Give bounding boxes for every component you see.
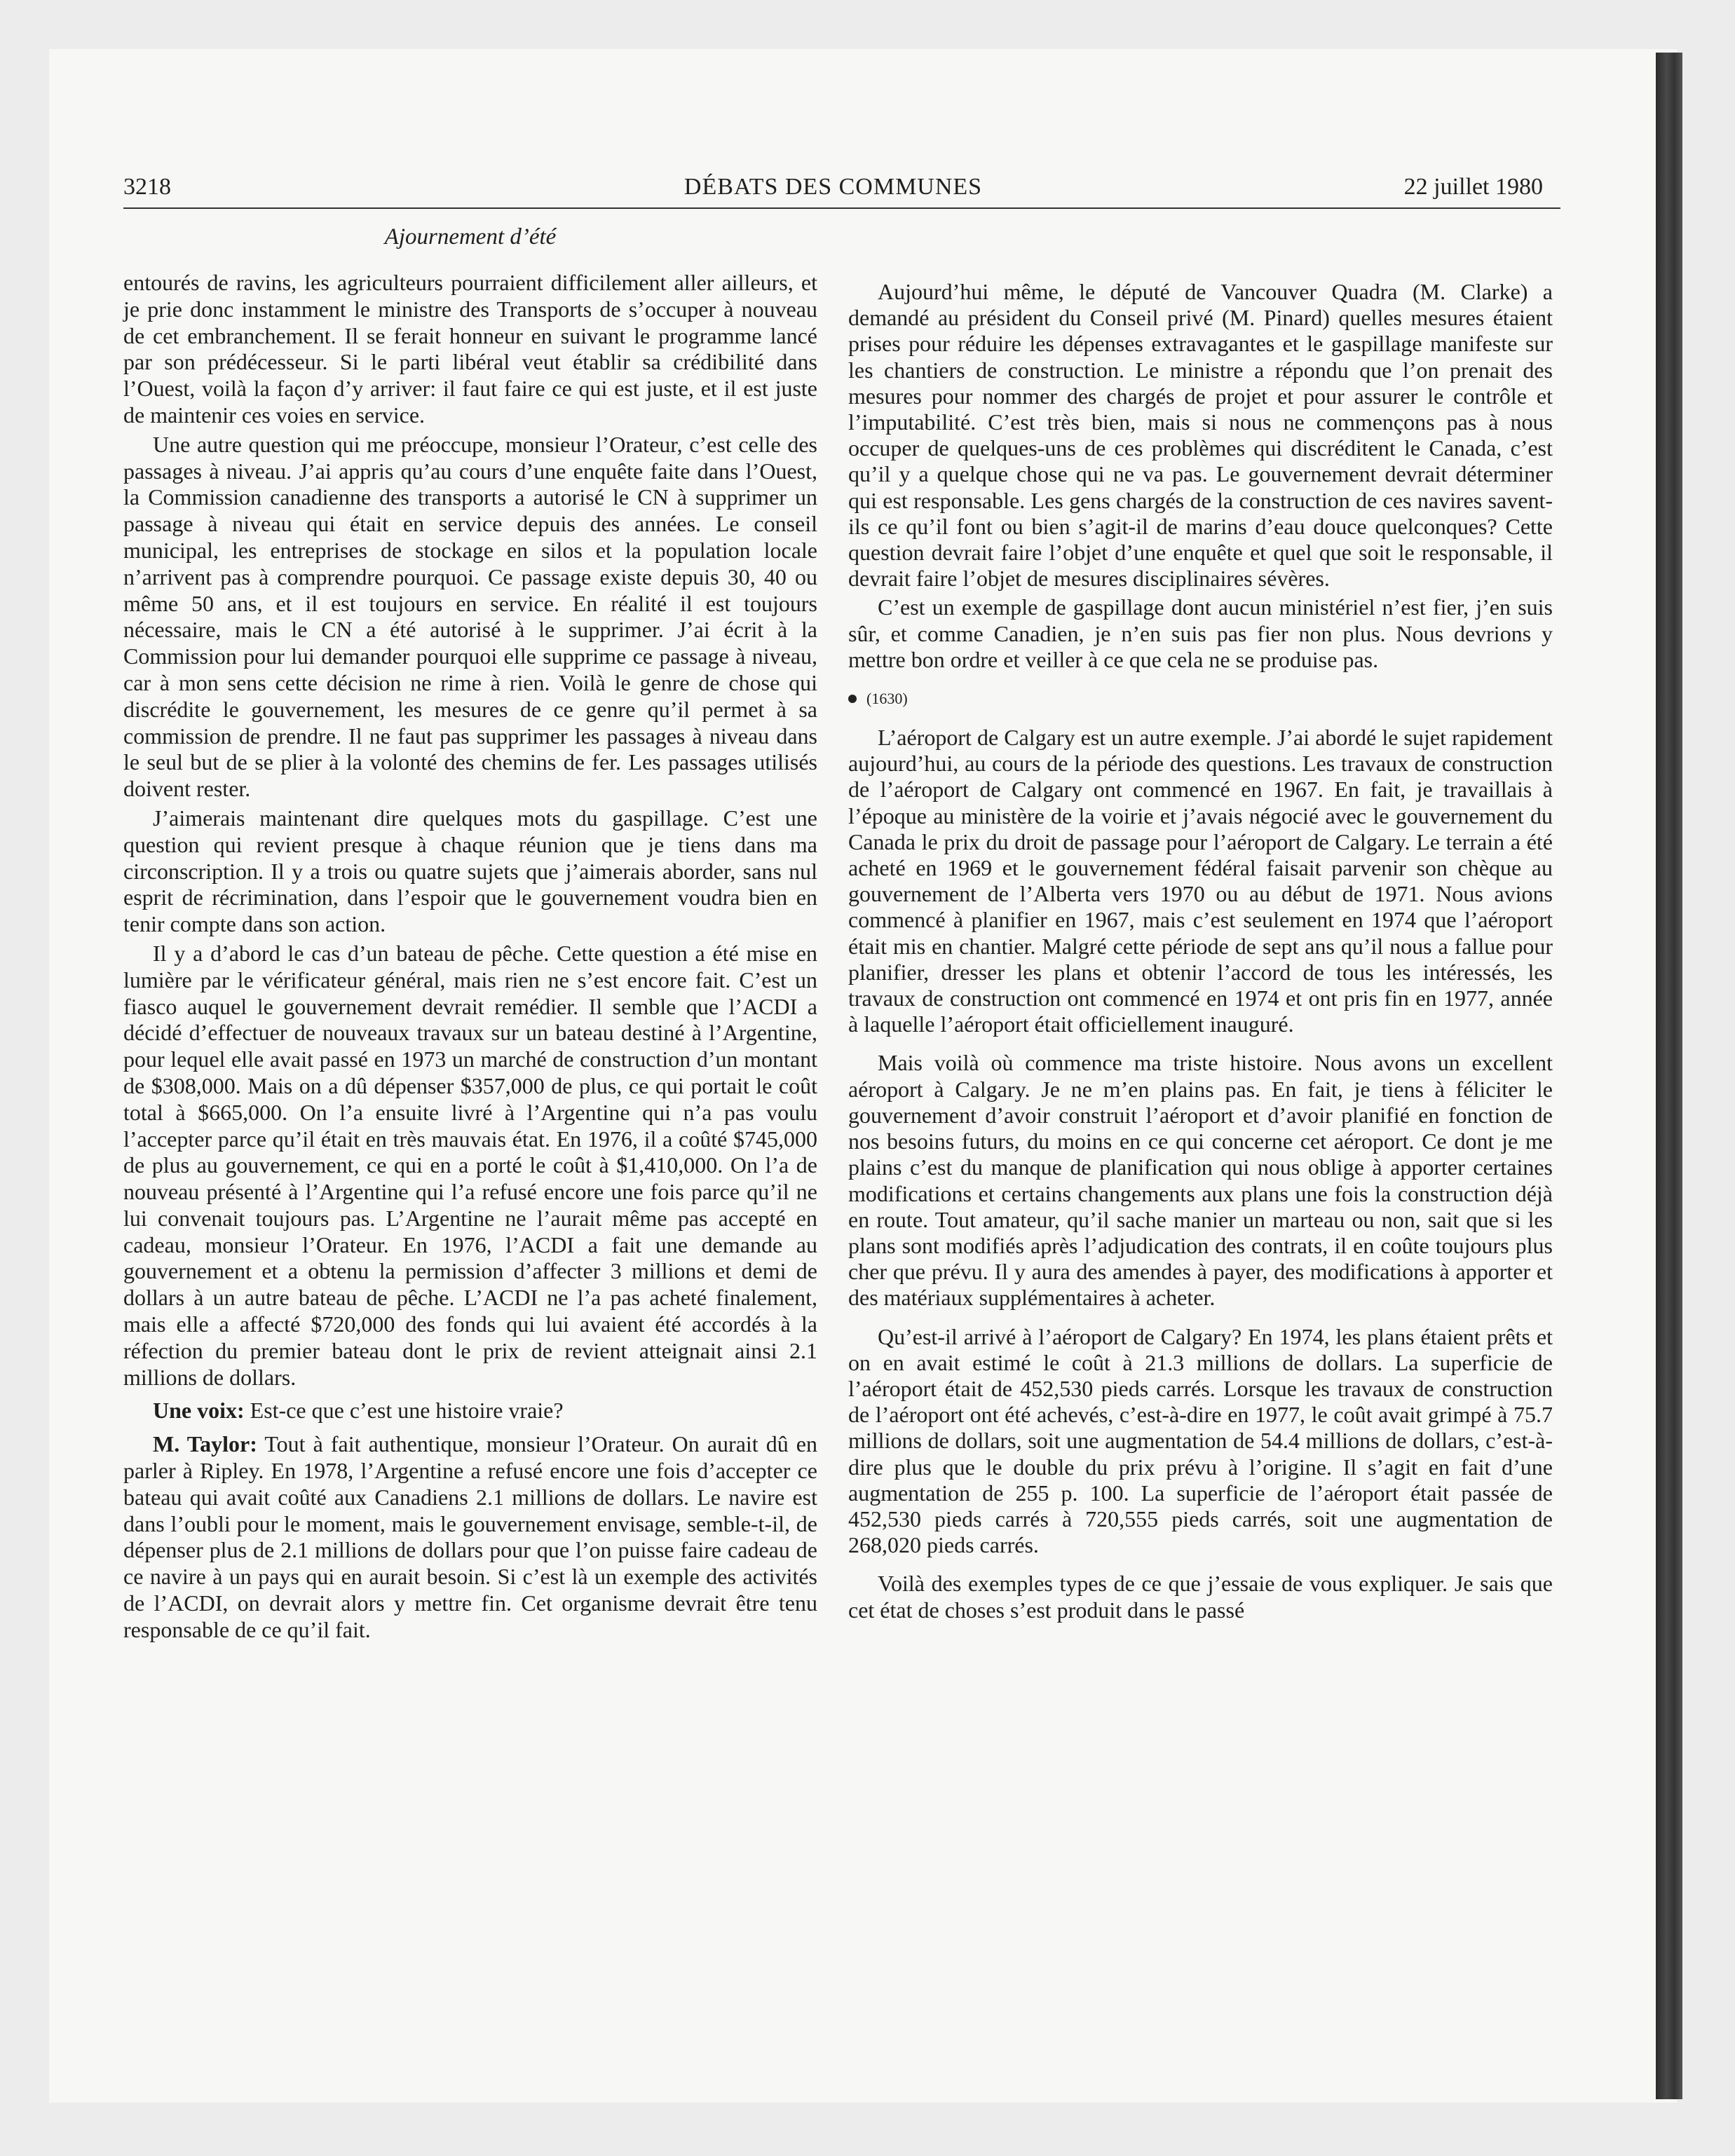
paragraph: Voilà des exemples types de ce que j’essaie de vous expliquer. Je sais que cet état de choses s’est produit dans le passé <box>848 1571 1553 1623</box>
left-column <box>123 270 817 1646</box>
paragraph: Il y a d’abord le cas d’un bateau de pêche. Cette question a été mise en lumière par le vérificateur général, mais rien ne s’est encore fait. C’est un fiasco auquel le gouvernement devrait remédier. Il semble que l’ACDI a décidé d’effectuer de nouveaux travaux sur un bateau destiné à l’Argentine, pour lequel elle avait passé en 1973 un marché de construction d’un montant de $308,000. Mais on a dû dépenser $357,000 de plus, ce qui portait le coût total à $665,000. On l’a ensuite livré à l’Argentine qui n’a pas voulu l’accepter parce qu’il était en très mauvais état. En 1976, il a coûté $745,000 de plus au gouvernement, ce qui en a porté le coût à $1,410,000. On l’a de nouveau présenté à l’Argentine qui l’a refusé encore une fois parce qu’il ne lui convenait toujours pas. L’Argentine ne l’aurait même pas accepté en cadeau, monsieur l’Orateur. En 1976, l’ACDI a fait une demande au gouvernement et a obtenu la permission d’affecter 3 millions et demi de dollars à un autre bateau de pêche. L’ACDI ne l’a pas acheté finalement, mais elle a affecté $720,000 des fonds qui lui avaient été accordés à la réfection du premier bateau dont le prix de revient atteignait ainsi 2.1 millions de dollars. <box>123 940 817 1390</box>
bullet-icon <box>848 695 857 703</box>
speech-text: Est-ce que c’est une histoire vraie? <box>244 1398 564 1424</box>
speech-text: Tout à fait authentique, monsieur l’Orateur. On aurait dû en parler à Ripley. En 1978, l’Argentine a refusé encore une fois d’accepter ce bateau qui avait coûté aux Canadiens 2.1 millions de dollars. Le navire est dans l’oubli pour le moment, mais le gouvernement envisage, semble-t-il, de dépenser plus de 2.1 millions de dollars pour que l’on puisse faire cadeau de ce navire à un pays qui en aurait besoin. Si c’est là un exemple des activités de l’ACDI, on devrait alors y mettre fin. Cet organisme devrait être tenu responsable de ce qu’il fait. <box>123 1431 818 1642</box>
speaker-name: Une voix: <box>153 1398 245 1424</box>
header-rule <box>123 207 1560 209</box>
speaker-name: M. Taylor: <box>153 1431 257 1457</box>
publication-title: DÉBATS DES COMMUNES <box>683 174 983 200</box>
page-header <box>123 174 1543 210</box>
page-number: 3218 <box>123 174 171 200</box>
section-title: Ajournement d’été <box>384 224 557 250</box>
paragraph: Mais voilà où commence ma triste histoire. Nous avons un excellent aéroport à Calgary. Je ne m’en plains pas. En fait, je tiens à féliciter le gouvernement d’avoir construit l’aéroport et d’avoir planifié en fonction de nos besoins futurs, du moins en ce qui concerne cet aéroport. Ce dont je me plains c’est du manque de planification qui nous oblige à apporter certaines modifications et certains changements aux plans une fois la construction déjà en route. Tout amateur, qu’il sache manier un marteau ou non, sait que si les plans sont modifiés après l’adjudication des contrats, il en coûte toujours plus cher que prévu. Il y aura des amendes à payer, des modifications à apporter et des matériaux supplémentaires à acheter. <box>848 1050 1553 1311</box>
paragraph: entourés de ravins, les agriculteurs pourraient difficilement aller ailleurs, et je prie donc instamment le ministre des Transports de s’occuper à nouveau de cet embranchement. Il se ferait honneur en suivant le programme lancé par son prédécesseur. Si le parti libéral veut établir sa crédibilité dans l’Ouest, voilà la façon d’y arriver: il faut faire ce qui est juste, et il est juste de maintenir ces voies en service. <box>123 270 817 428</box>
paragraph: C’est un exemple de gaspillage dont aucun ministériel n’est fier, j’en suis sûr, et comme Canadien, je n’en suis pas fier non plus. Nous devrions y mettre bon ordre et veiller à ce que cela ne se produise pas. <box>848 594 1553 672</box>
right-column <box>848 279 1553 1626</box>
speech-taylor <box>123 1431 817 1643</box>
time-marker <box>848 688 1553 709</box>
time-marker-text: (1630) <box>866 690 908 708</box>
paragraph: J’aimerais maintenant dire quelques mots du gaspillage. C’est une question qui revient presque à chaque réunion que je tiens dans ma circonscription. Il y a trois ou quatre sujets que j’aimerais aborder, sans nul esprit de récrimination, dans l’espoir que le gouvernement voudra bien en tenir compte dans son action. <box>123 805 817 937</box>
scan-edge-shadow <box>1656 53 1682 2099</box>
publication-date: 22 juillet 1980 <box>1403 174 1543 200</box>
paragraph: Une autre question qui me préoccupe, monsieur l’Orateur, c’est celle des passages à niveau. J’ai appris qu’au cours d’une enquête faite dans l’Ouest, la Commission canadienne des transports a autorisé le CN à supprimer un passage à niveau qui était en service depuis des années. Le conseil municipal, les entreprises de stockage en silos et la population locale n’arrivent pas à comprendre pourquoi. Ce passage existe depuis 30, 40 ou même 50 ans, et il est toujours en service. En réalité il est toujours nécessaire, mais le CN a été autorisé à le supprimer. J’ai écrit à la Commission pour lui demander pourquoi elle supprime ce passage à niveau, car à mon sens cette décision ne rime à rien. Voilà le genre de chose qui discrédite le gouvernement, les mesures de ce genre qu’il permet à sa commission de prendre. Il ne faut pas supprimer les passages à niveau dans le seul but de se plier à la volonté des chemins de fer. Les passages utilisés doivent rester. <box>123 431 817 802</box>
speech-interjection <box>123 1398 817 1424</box>
paragraph: Aujourd’hui même, le député de Vancouver Quadra (M. Clarke) a demandé au président du Conseil privé (M. Pinard) quelles mesures étaient prises pour réduire les dépenses extravagantes et le gaspillage manifeste sur les chantiers de construction. Le ministre a répondu que l’on prenait des mesures pour nommer des chargés de projet et pour assurer le contrôle et l’imputabilité. C’est très bien, mais si nous ne commençons pas à nous occuper de quelques-uns de ces problèmes qui discréditent le Canada, c’est qu’il y a quelque chose qui ne va pas. Le gouvernement devrait déterminer qui est responsable. Les gens chargés de la construction de ces navires savent-ils ce qu’il font ou bien s’agit-il de marins d’eau douce quelconques? Cette question devrait faire l’objet d’une enquête et quel que soit le responsable, il devrait faire l’objet de mesures disciplinaires sévères. <box>848 279 1553 592</box>
paragraph: L’aéroport de Calgary est un autre exemple. J’ai abordé le sujet rapidement aujourd’hui, au cours de la période des questions. Les travaux de construction de l’aéroport de Calgary ont commencé en 1967. En fait, je travaillais à l’époque au ministère de la voirie et j’avais négocié avec le gouvernement du Canada le prix du droit de passage pour l’aéroport de Calgary. Le terrain a été acheté en 1969 et le gouvernement fédéral faisait parvenir son chèque au gouvernement de l’Alberta vers 1970 ou au début de 1971. Nous avions commencé à planifier en 1967, mais c’est seulement en 1974 que l’aéroport était mis en chantier. Malgré cette période de sept ans qu’il nous a fallue pour planifier, dresser les plans et obtenir l’accord de tous les intéressés, les travaux de construction ont commencé en 1974 et ont pris fin en 1977, année à laquelle l’aéroport était officiellement inauguré. <box>848 725 1553 1037</box>
paragraph: Qu’est-il arrivé à l’aéroport de Calgary? En 1974, les plans étaient prêts et on en avait estimé le coût à 21.3 millions de dollars. La superficie de l’aéroport était de 452,530 pieds carrés. Lorsque les travaux de construction de l’aéroport ont été achevés, c’est-à-dire en 1977, le coût avait grimpé à 75.7 millions de dollars, soit une augmentation de 54.4 millions de dollars, c’est-à-dire plus que le double du prix prévu à l’origine. Il s’agit en fait d’une augmentation de 255 p. 100. La superficie de l’aéroport était passée de 452,530 pieds carrés à 720,555 pieds carrés, soit une augmentation de 268,020 pieds carrés. <box>848 1323 1553 1558</box>
